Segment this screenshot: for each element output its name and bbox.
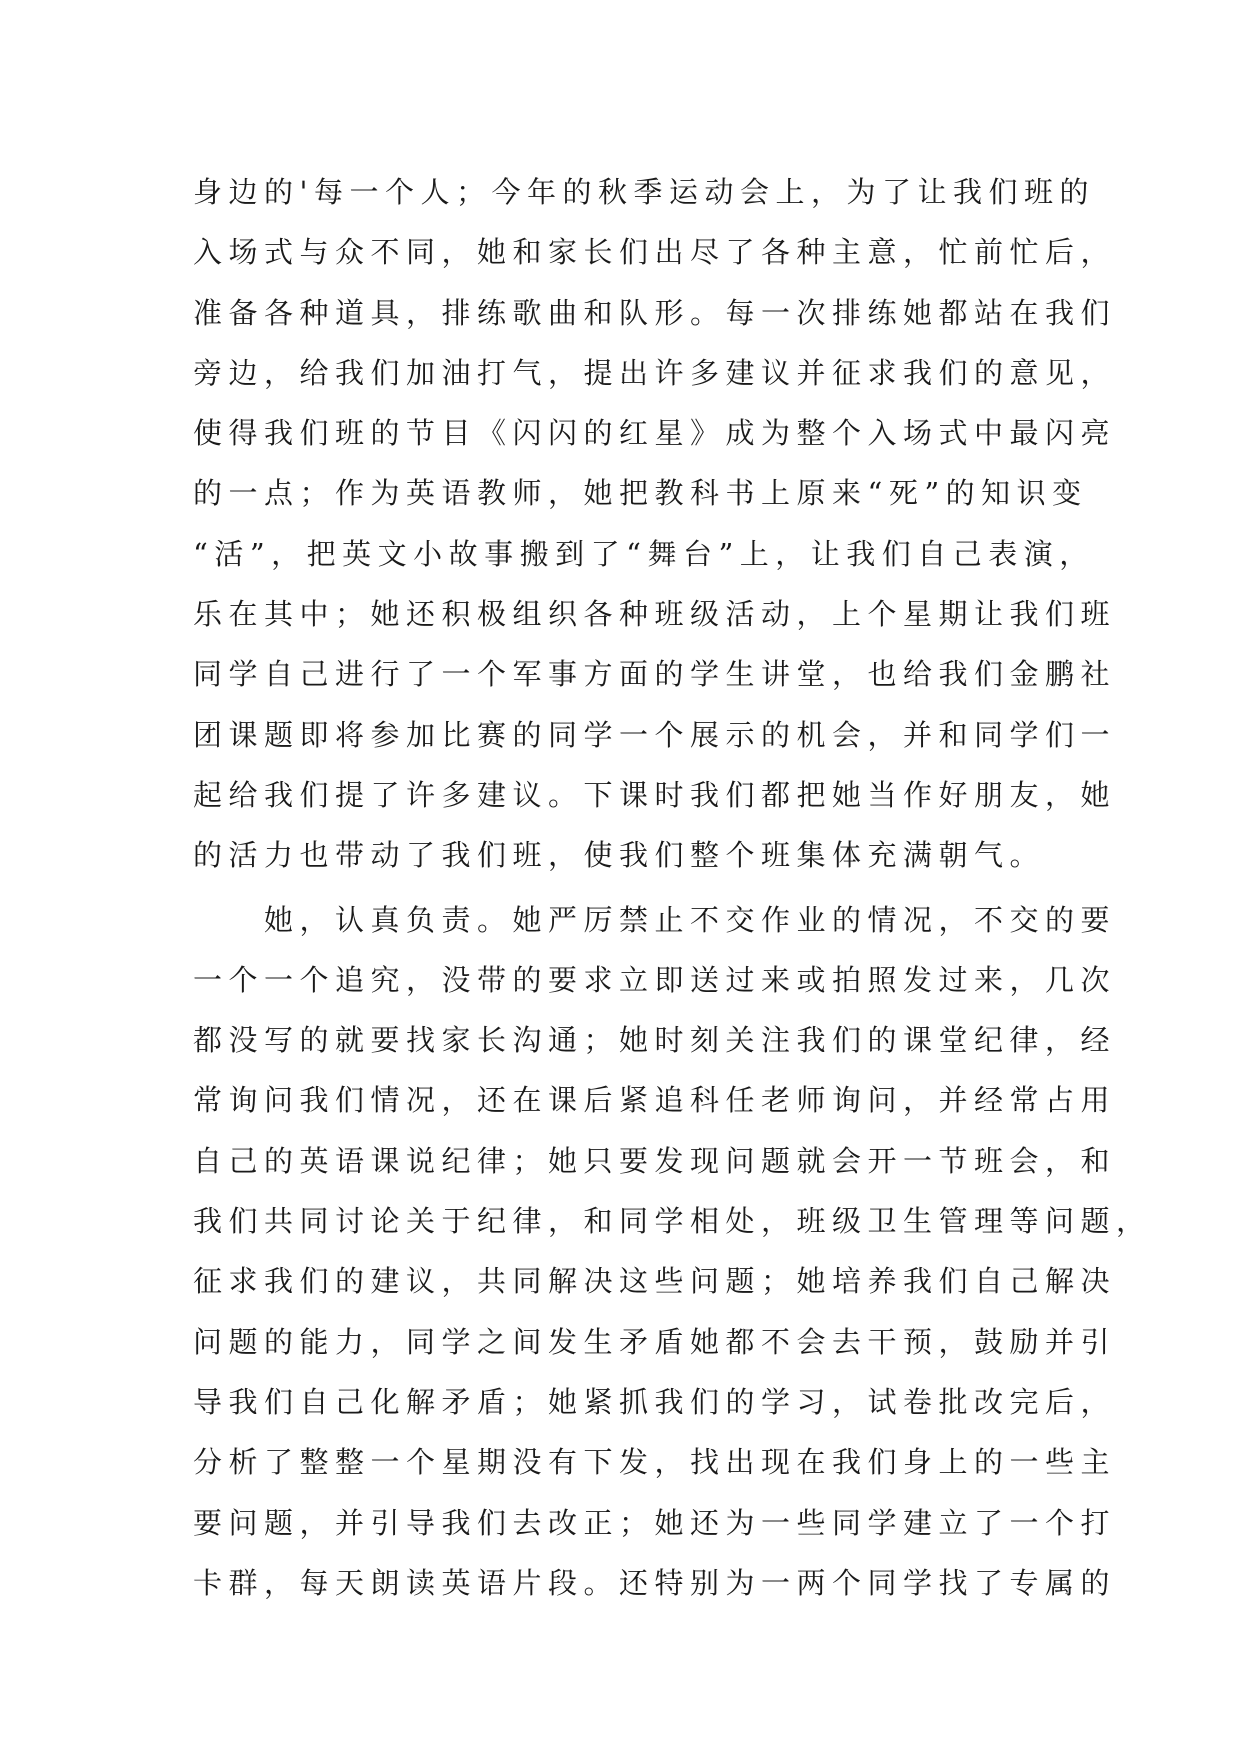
text-line: 旁边，给我们加油打气，提出许多建议并征求我们的意见， bbox=[193, 355, 1117, 390]
text-line: 问题的能力，同学之间发生矛盾她都不会去干预，鼓励并引 bbox=[193, 1324, 1117, 1359]
text-line: 一个一个追究，没带的要求立即送过来或拍照发过来，几次 bbox=[193, 962, 1117, 997]
text-line: 团课题即将参加比赛的同学一个展示的机会，并和同学们一 bbox=[193, 717, 1117, 752]
text-line: 的活力也带动了我们班，使我们整个班集体充满朝气。 bbox=[193, 838, 1046, 873]
text-line: 使得我们班的节目《闪闪的红星》成为整个入场式中最闪亮 bbox=[193, 416, 1117, 451]
text-line: 她，认真负责。她严厉禁止不交作业的情况，不交的要 bbox=[193, 902, 1117, 937]
text-line: 要问题，并引导我们去改正；她还为一些同学建立了一个打 bbox=[193, 1505, 1117, 1540]
text-line: 征求我们的建议，共同解决这些问题；她培养我们自己解决 bbox=[193, 1264, 1117, 1299]
text-line: 导我们自己化解矛盾；她紧抓我们的学习，试卷批改完后， bbox=[193, 1384, 1117, 1419]
text-line: 起给我们提了许多建议。下课时我们都把她当作好朋友，她 bbox=[193, 777, 1117, 812]
text-line: 我们共同讨论关于纪律，和同学相处，班级卫生管理等问题， bbox=[193, 1204, 1152, 1239]
text-line: 卡群，每天朗读英语片段。还特别为一两个同学找了专属的 bbox=[193, 1565, 1117, 1600]
text-line: 身边的'每一个人；今年的秋季运动会上，为了让我们班的 bbox=[193, 175, 1095, 209]
text-line: 入场式与众不同，她和家长们出尽了各种主意，忙前忙后， bbox=[193, 235, 1117, 270]
text-line: 乐在其中；她还积极组织各种班级活动，上个星期让我们班 bbox=[193, 597, 1117, 632]
text-line: 的一点；作为英语教师，她把教科书上原来“死”的知识变 bbox=[193, 476, 1088, 511]
text-line: 同学自己进行了一个军事方面的学生讲堂，也给我们金鹏社 bbox=[193, 657, 1117, 692]
text-line: 自己的英语课说纪律；她只要发现问题就会开一节班会，和 bbox=[193, 1143, 1117, 1178]
text-line: “活”，把英文小故事搬到了“舞台”上，让我们自己表演， bbox=[193, 536, 1095, 571]
text-line: 常询问我们情况，还在课后紧追科任老师询问，并经常占用 bbox=[193, 1083, 1117, 1118]
body-text bbox=[193, 162, 1152, 1613]
text-line: 准备各种道具，排练歌曲和队形。每一次排练她都站在我们 bbox=[193, 295, 1117, 330]
text-line: 分析了整整一个星期没有下发，找出现在我们身上的一些主 bbox=[193, 1445, 1117, 1480]
text-line: 都没写的就要找家长沟通；她时刻关注我们的课堂纪律，经 bbox=[193, 1023, 1117, 1058]
